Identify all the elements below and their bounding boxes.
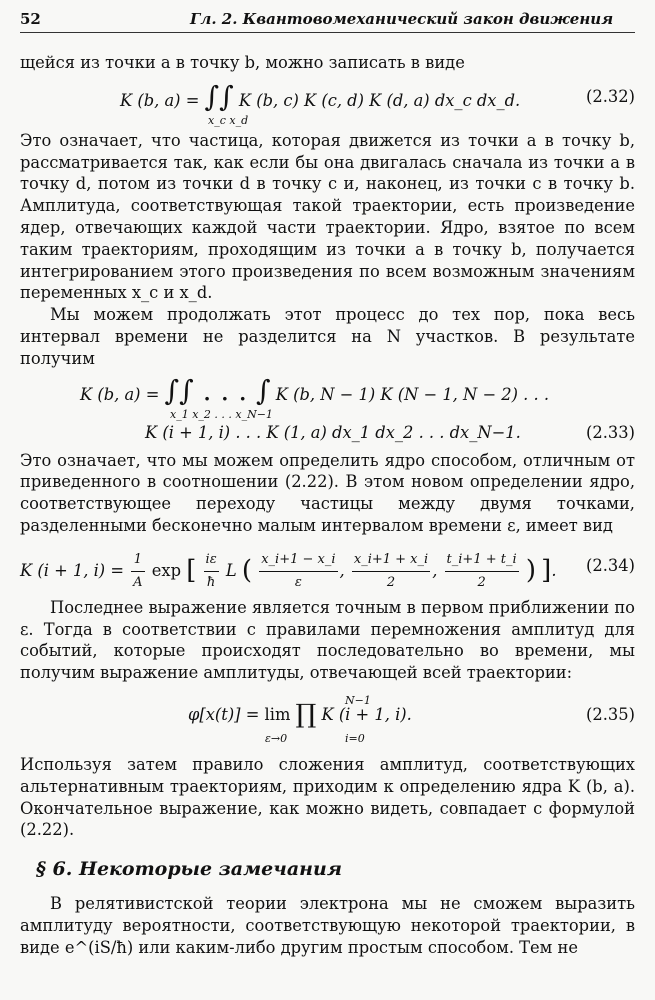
- product-sign: ∏: [295, 699, 317, 730]
- page-body: [20, 52, 635, 958]
- running-title: Гл. 2. Квантовомеханический закон движения: [190, 10, 614, 28]
- running-header: [20, 10, 635, 32]
- eq-rhs: K (i + 1, i).: [321, 704, 412, 724]
- paragraph: Последнее выражение является точным в первом приближении по ε. Тогда в соответствии с правилами перемножения амплитуд для событий, которые происходят последовательно во времени, мы получим выражение амплитуды, отвечающей всей траектории:: [20, 597, 635, 683]
- paren-open: (: [241, 555, 253, 586]
- eq-lhs: K (b, a) =: [120, 90, 200, 110]
- limit-subscript: ε→0: [265, 731, 288, 745]
- fraction-position: $\frac{x\_i+1 + x\_i}{2}$: [352, 549, 430, 594]
- integral-limits: x_c x_d: [208, 113, 249, 127]
- equation-number: (2.34): [586, 555, 635, 575]
- limit-operator: lim: [264, 704, 291, 724]
- equation-2-35: [20, 690, 635, 750]
- paren-close: ): [525, 555, 536, 586]
- paragraph: Это означает, что частица, которая движется из точки a в точку b, рассматривается так, как если бы она двигалась сначала из точки a в точку d, потом из точки d в точку c и, наконец, из точки c в точку b. Амплитуда, соответствующая такой траектории, есть произведение ядер, отвечающих каждой части траектории. Ядро, взятое по всем таким траекториям, проходящим из точки a в точку b, получается интегрированием этого произведения по всем возможным значениям переменных x_c и x_d.: [20, 130, 635, 303]
- paragraph: Используя затем правило сложения амплитуд, соответствующих альтернативным траекториям, приходим к определению ядра K (b, a). Окончательное выражение, как можно видеть, совпадает с формулой (2.22).: [20, 754, 635, 840]
- equation-number: (2.33): [586, 422, 635, 442]
- header-rule: [20, 32, 635, 33]
- fraction-velocity: $\frac{x\_i+1 - x\_i}{\varepsilon}$: [259, 549, 337, 594]
- section-heading: § 6. Некоторые замечания: [36, 858, 342, 881]
- equation-2-33: [20, 373, 635, 446]
- paragraph: Мы можем продолжать этот процесс до тех пор, пока весь интервал времени не разделится на N участков. В результате получим: [20, 305, 635, 368]
- equation-number: (2.32): [586, 86, 635, 106]
- integral-sign: ∫∫ . . . ∫: [164, 373, 271, 407]
- page-number: 52: [20, 10, 41, 28]
- bracket-open: [: [186, 555, 197, 586]
- equation-number: (2.35): [586, 704, 635, 724]
- paragraph: щейся из точки a в точку b, можно записать в виде: [20, 53, 465, 72]
- paragraph: В релятивистской теории электрона мы не сможем выразить амплитуду вероятности, соответствующую некоторой траектории, в виде e^(iS/ħ) или каким-либо другим простым способом. Тем не: [20, 893, 635, 957]
- exp-function: exp: [151, 560, 181, 580]
- eq-lhs: K (b, a) =: [80, 384, 160, 404]
- integral-limits: x_1 x_2 . . . x_N−1: [170, 407, 273, 421]
- fraction-1-over-A: $\frac{1}{A}$: [131, 549, 144, 594]
- product-lower-limit: i=0: [345, 731, 365, 745]
- fraction-ie-over-hbar: $\frac{i\varepsilon}{ħ}$: [204, 549, 219, 594]
- bracket-close: ]: [541, 555, 552, 586]
- equation-2-32: [20, 80, 635, 126]
- eq-rhs: K (b, c) K (c, d) K (d, a) dx_c dx_d.: [238, 90, 521, 110]
- eq-rhs: K (b, N − 1) K (N − 1, N − 2) . . .: [275, 384, 550, 404]
- eq-lhs: φ[x(t)] =: [188, 704, 260, 724]
- lagrangian-symbol: L: [225, 560, 237, 580]
- product-upper-limit: N−1: [345, 693, 371, 707]
- integral-sign: ∫∫: [204, 79, 234, 113]
- equation-2-34: K (i + 1, i) = $\frac{1}{A}$ exp [ $\frac{i\varepsilon}{ħ}$ L ( $\frac{x\_i+1 - x\_i}{\varepsilon}$ , $\frac{x\_i+1 + x\_i}{2}$ , $\frac{t\_i+1 + t\_i}{2}$ ) ]. (2.34): [20, 543, 635, 587]
- eq-line-2: K (i + 1, i) . . . K (1, a) dx_1 dx_2 . . . dx_N−1.: [145, 422, 521, 442]
- eq-lhs: K (i + 1, i) =: [20, 560, 124, 580]
- fraction-time: $\frac{t\_i+1 + t\_i}{2}$: [445, 549, 519, 594]
- paragraph: Это означает, что мы можем определить ядро способом, отличным от приведенного в соотношении (2.22). В этом новом определении ядро, соответствующее переходу частицы между двумя точками, разделенными бесконечно малым интервалом времени ε, имеет вид: [20, 450, 635, 535]
